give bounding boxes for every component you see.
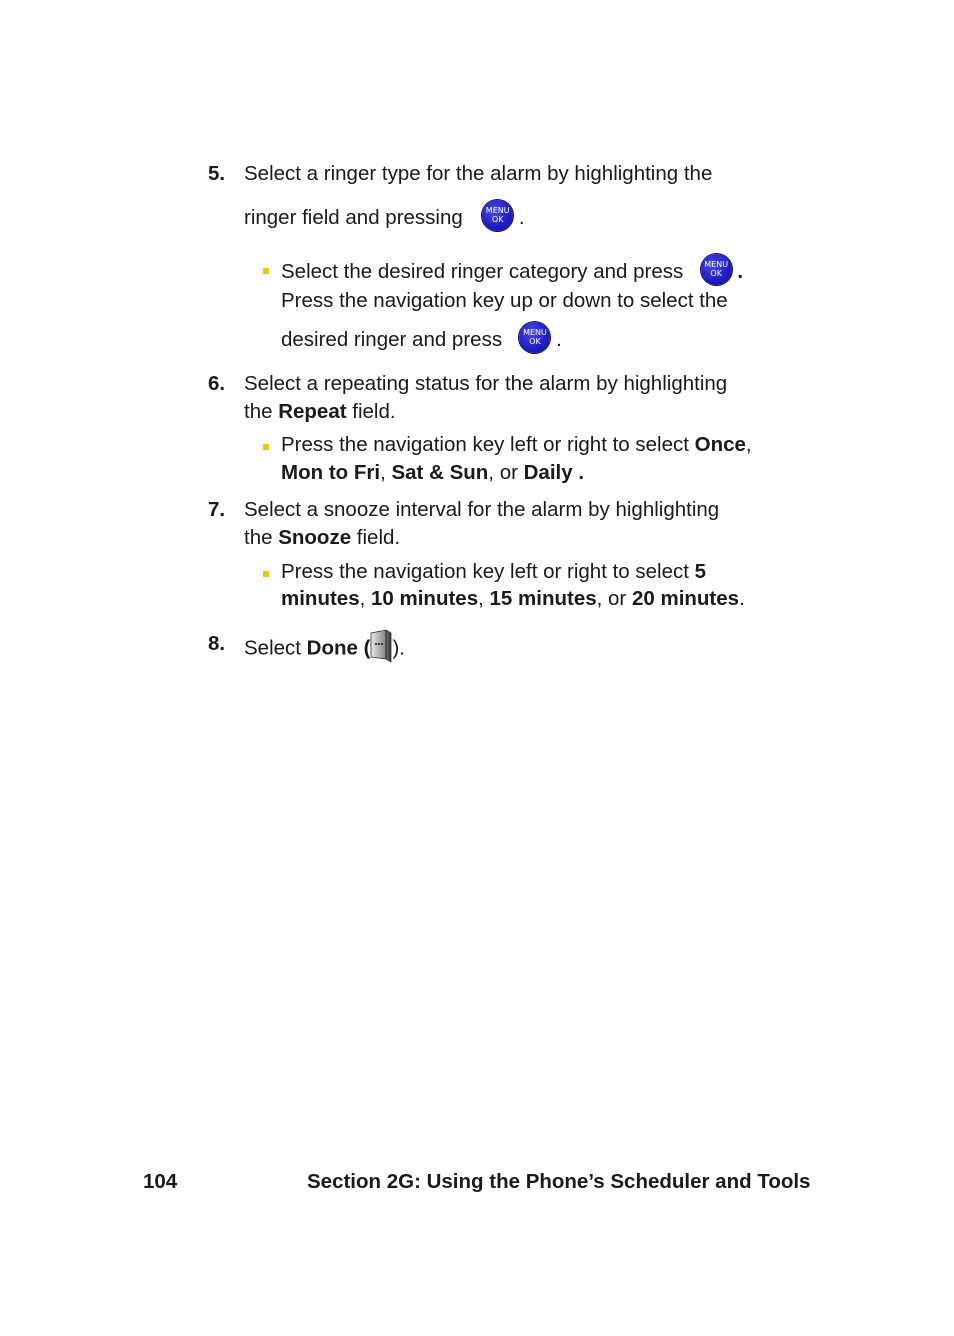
option-mon-to-fri: Mon to Fri: [281, 461, 381, 484]
menu-ok-key-icon: MENU OK: [482, 200, 513, 231]
field-name: Repeat: [278, 400, 347, 423]
step-number: 5.: [208, 162, 226, 185]
step-number: 7.: [208, 498, 226, 521]
option-once: Once: [694, 433, 746, 456]
step-text: Select a snooze interval for the alarm by highlighting: [244, 498, 720, 521]
option-5-minutes: 5: [694, 560, 707, 583]
field-name: Snooze: [278, 526, 352, 549]
done-label: Done: [306, 636, 358, 660]
step-text: Select a repeating status for the alarm by highlighting: [244, 372, 728, 395]
bullet-text: Mon to Fri, Sat & Sun, or Daily .: [281, 461, 585, 484]
right-softkey-icon: [370, 629, 392, 663]
menu-ok-key-icon: MENU OK: [519, 322, 550, 353]
bullet-text: Press the navigation key left or right to select Once,: [281, 433, 752, 456]
step-number: 8.: [208, 632, 226, 655]
option-20-minutes: 20 minutes: [631, 587, 740, 610]
option-15-minutes: 15 minutes: [489, 587, 597, 610]
step-text: the Repeat field.: [244, 400, 396, 423]
bullet-marker: [263, 268, 269, 274]
bullet-text: desired ringer and press MENU OK .: [281, 325, 562, 356]
bullet-text: minutes, 10 minutes, 15 minutes, or 20 minutes.: [281, 587, 745, 610]
option-10-minutes: 10 minutes: [371, 587, 479, 610]
menu-ok-key-icon: MENU OK: [701, 254, 732, 285]
bullet-text: Press the navigation key left or right to select 5: [281, 560, 707, 583]
step-text: ringer field and pressing MENU OK .: [244, 203, 525, 234]
page-number: 104: [143, 1170, 178, 1193]
section-title: Section 2G: Using the Phone’s Scheduler and Tools: [307, 1170, 811, 1193]
step-text: Select Done ( ).: [244, 632, 405, 666]
bullet-marker: [263, 571, 269, 577]
option-daily: Daily .: [523, 461, 585, 484]
step-number: 6.: [208, 372, 226, 395]
bullet-text: Select the desired ringer category and press MENU OK .: [281, 257, 743, 288]
bullet-text: Press the navigation key up or down to select the: [281, 289, 728, 312]
bullet-marker: [263, 444, 269, 450]
step-text: the Snooze field.: [244, 526, 401, 549]
option-sat-sun: Sat & Sun: [391, 461, 489, 484]
step-text: Select a ringer type for the alarm by highlighting the: [244, 162, 713, 185]
